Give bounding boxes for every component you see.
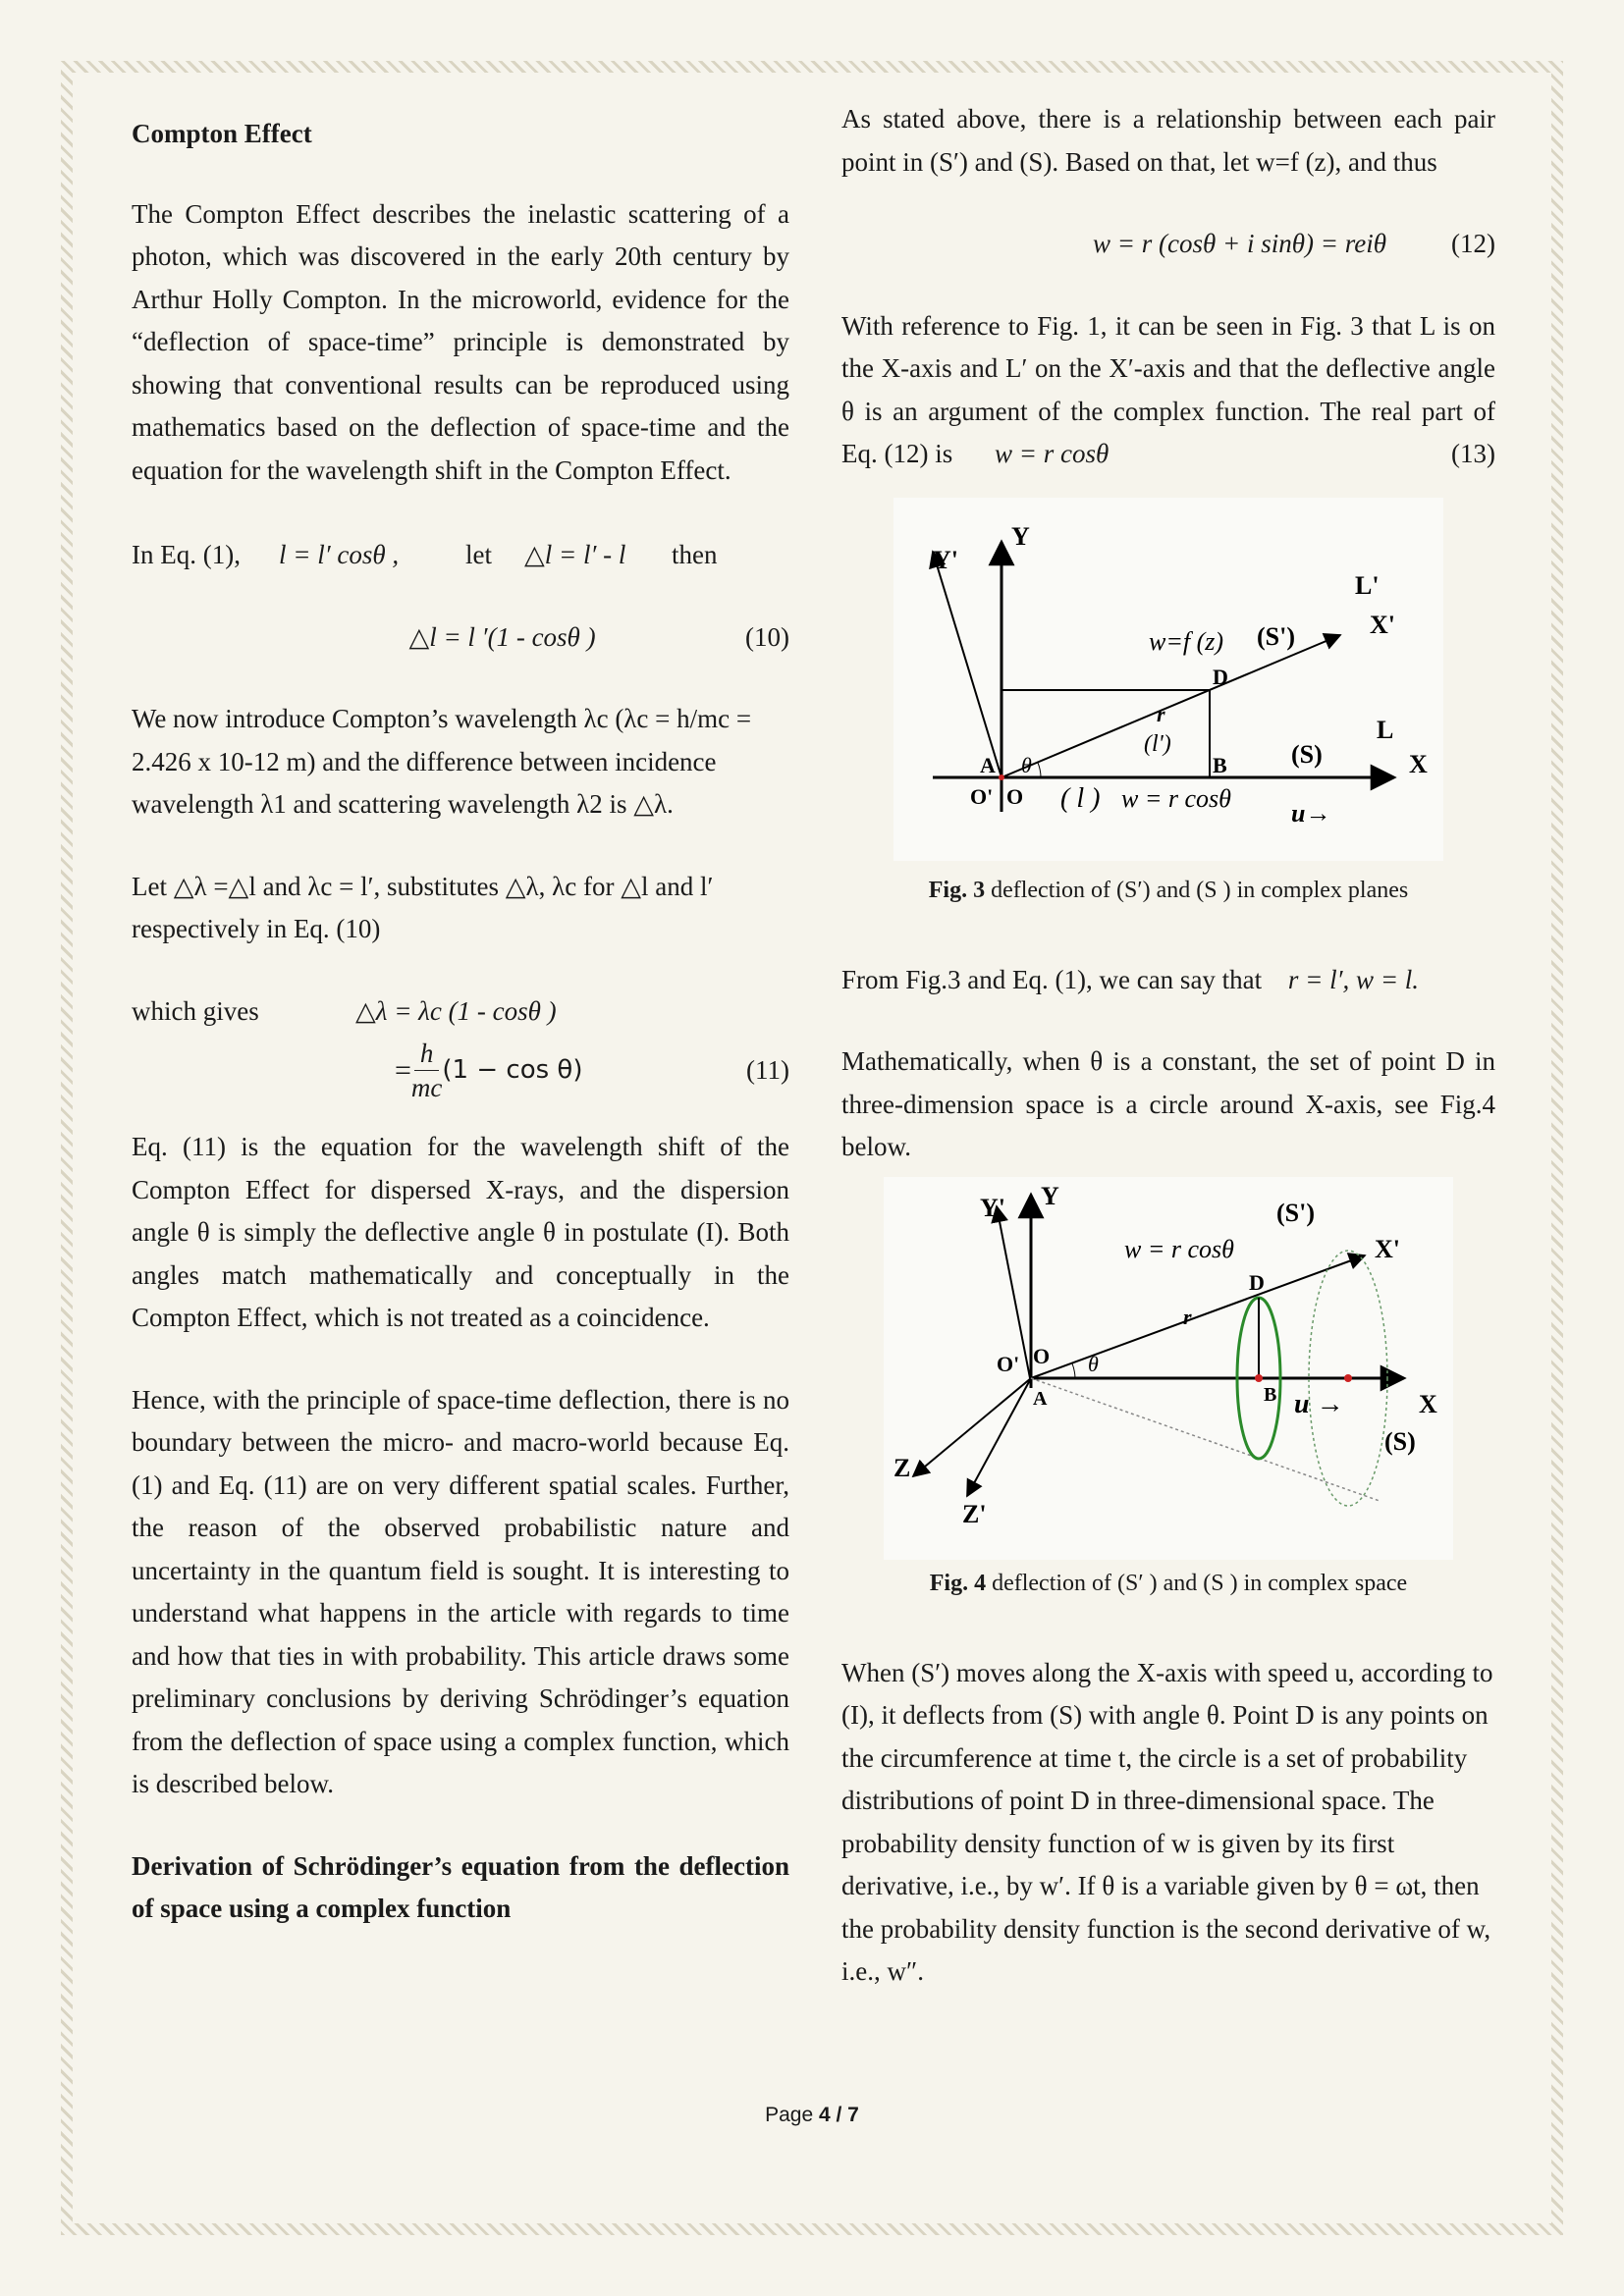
page-number-label: Page xyxy=(765,2104,814,2126)
page-number-value: 4 / 7 xyxy=(819,2104,859,2126)
fig4-label-o: O xyxy=(1033,1343,1051,1368)
figure-4-caption-text: deflection of (S′ ) and (S ) in complex space xyxy=(992,1570,1408,1596)
fig3-label-y: Y xyxy=(1011,521,1030,551)
fig4-label-s: (S) xyxy=(1384,1426,1416,1456)
fig4-label-wrcos: w = r cosθ xyxy=(1124,1234,1234,1263)
fig3-label-wrcos: w = r cosθ xyxy=(1121,783,1231,813)
fig4-label-yprime: Y' xyxy=(980,1193,1005,1222)
fig4-zprime-axis xyxy=(967,1378,1031,1496)
fig3-label-o: O xyxy=(1006,783,1024,809)
figure-4-caption xyxy=(841,1568,1495,1599)
fig4-point-b xyxy=(1255,1374,1263,1382)
fig3-label-x: X xyxy=(1409,749,1428,778)
fig4-z-axis xyxy=(913,1378,1031,1476)
eq11-number: (11) xyxy=(746,1054,789,1085)
paragraph-hence: Hence, with the principle of space-time deflection, there is no boundary between the micro- and macro-world because Eq. (1) and Eq. (11) are on very different spatial scales. Further, the reason of the observed probabilistic nature and uncertainty in the quantum field is sought. It is interesting to understand what happens in the article with regards to time and how that ties in with probability. This article draws some preliminary conclusions by deriving Schrödinger’s equation from the deflection of space using a complex function, which is described below. xyxy=(132,1384,789,1798)
paragraph-from-fig3-formula: r = l′, w = l. xyxy=(1287,964,1420,994)
figure-3-caption xyxy=(841,875,1495,906)
eq11-formula-a: △λ = λc (1 - cosθ ) xyxy=(355,995,557,1026)
fig3-label-wfz: w=f (z) xyxy=(1149,626,1224,656)
eq11-formula-b: = $\frac{h}{mc}$ (1 − cos θ) xyxy=(395,1039,583,1102)
fig4-point-outer xyxy=(1344,1374,1352,1382)
fig4-label-xprime: X' xyxy=(1375,1234,1400,1263)
fig4-label-x: X xyxy=(1419,1389,1437,1418)
fig3-label-u: u→ xyxy=(1291,798,1331,828)
fig3-yprime-axis xyxy=(933,552,1001,777)
fig4-label-b: B xyxy=(1264,1383,1277,1406)
section-heading-derivation: Derivation of Schrödinger’s equation from the deflection of space using a complex function xyxy=(132,1850,789,1923)
paragraph-let: Let △λ =△l and λc = l′, substitutes △λ, λc for △l and l′ respectively in Eq. (10) xyxy=(132,871,714,943)
fig3-label-d: D xyxy=(1213,664,1228,689)
eq1-text-then: then xyxy=(672,540,718,569)
paragraph-intro: The Compton Effect describes the inelastic scattering of a photon, which was discovered in the early 20th century by Arthur Holly Compton. In the microworld, evidence for the “deflection of space-time” principle is demonstrated by showing that conventional results can be reproduced using mathematics based on the deflection of space-time and the equation for the wavelength shift in the Compton Effect. xyxy=(132,198,789,485)
fig3-label-lprime-segment: (l') xyxy=(1144,730,1171,757)
fig4-angle-arc xyxy=(1072,1363,1075,1378)
fig3-label-l: L xyxy=(1377,715,1394,744)
fig4-label-z: Z xyxy=(893,1453,911,1482)
eq1-formula: l = l′ cosθ , xyxy=(279,540,400,569)
fig3-angle-arc xyxy=(1038,763,1041,777)
fig3-label-oprime: O' xyxy=(970,783,994,809)
fig4-label-oprime: O' xyxy=(997,1351,1020,1376)
fig3-label-lprime: L' xyxy=(1355,570,1380,600)
figure-3-caption-text: deflection of (S′) and (S ) in complex planes xyxy=(991,877,1409,903)
page-number xyxy=(0,2104,1624,2127)
eq10-number: (10) xyxy=(745,621,789,652)
paragraph-from-fig3-text: From Fig.3 and Eq. (1), we can say that xyxy=(841,964,1263,994)
eq1-delta: △l = l′ - l xyxy=(524,540,626,569)
fig3-label-theta: θ xyxy=(1021,752,1032,777)
left-column xyxy=(132,108,789,1931)
figure-3-diagram xyxy=(893,498,1443,861)
eq11-fraction xyxy=(411,1037,442,1104)
section-heading-compton: Compton Effect xyxy=(132,119,312,148)
paragraph-fig1-ref xyxy=(841,305,1495,476)
fig4-label-u: u → xyxy=(1294,1388,1344,1419)
fig4-xprime-axis xyxy=(1031,1255,1365,1378)
eq12-formula: w = r (cosθ + i sinθ) = reiθ xyxy=(1093,229,1386,258)
right-column xyxy=(841,98,1495,1994)
eq11-line-b xyxy=(132,1037,789,1104)
fig3-label-b: B xyxy=(1213,752,1227,777)
figure-4-diagram xyxy=(884,1177,1453,1560)
fig3-label-s: (S) xyxy=(1291,739,1323,769)
fig4-label-zprime: Z' xyxy=(962,1499,987,1528)
eq1-text-let: let xyxy=(465,540,492,569)
paragraph-mathematically: Mathematically, when θ is a constant, the set of point D in three-dimension space is a circle around X-axis, see Fig.4 below. xyxy=(841,1046,1495,1161)
paragraph-fig1-ref-text: With reference to Fig. 1, it can be seen in Fig. 3 that L is on the X-axis and L′ on the X′-axis and that the deflective angle θ is an argument of the complex function. The real part of Eq. (12) is xyxy=(841,310,1495,468)
paragraph-relationship: As stated above, there is a relationship between each pair point in (S′) and (S). Based on that, let w=f (z), and thus xyxy=(841,104,1495,177)
fig3-label-l-segment: ( l ) xyxy=(1060,782,1101,814)
eq13-number: (13) xyxy=(1451,439,1495,468)
fig4-label-sprime: (S') xyxy=(1276,1198,1315,1227)
eq11-line-a xyxy=(132,990,789,1034)
eq13-formula: w = r cosθ xyxy=(994,439,1110,468)
eq10-formula: △l = l ′(1 - cosθ ) xyxy=(408,621,596,652)
fig4-label-theta: θ xyxy=(1088,1351,1099,1376)
paragraph-when-s-moves: When (S′) moves along the X-axis with speed u, according to (I), it deflects from (S) with angle θ. Point D is any points on the circumference at time t, the circle is a set of probability distributions of point D in three-dimensional space. The probability density function of w is given by its first derivative, i.e., by w′. If θ is a variable given by θ = ωt, then the probability density function is the second derivative of w, i.e., w″. xyxy=(841,1657,1493,1986)
eq10-line xyxy=(132,616,789,660)
fig4-label-d: D xyxy=(1249,1269,1265,1295)
eq1-line xyxy=(132,534,789,577)
eq11-fraction-rest: (1 − cos θ) xyxy=(442,1054,583,1085)
eq11-fraction-numerator: h xyxy=(414,1037,440,1071)
figure-4-caption-label: Fig. 4 xyxy=(929,1570,987,1596)
eq12-number: (12) xyxy=(1451,229,1495,258)
figure-3-caption-label: Fig. 3 xyxy=(928,877,986,903)
which-gives-text: which gives xyxy=(132,995,259,1026)
eq11-fraction-denominator: mc xyxy=(410,1073,443,1102)
eq1-text-a: In Eq. (1), xyxy=(132,540,241,569)
paragraph-compton-wavelength: We now introduce Compton’s wavelength λc (λc = h/mc = 2.426 x 10-12 m) and the difference between incidence wavelength λ1 and scattering wavelength λ2 is △λ. xyxy=(132,704,752,819)
paragraph-eq11: Eq. (11) is the equation for the wavelength shift of the Compton Effect for dispersed X-rays, and the dispersion angle θ is simply the deflective angle θ in postulate (I). Both angles match mathematically and conceptually in the Compton Effect, which is not treated as a coincidence. xyxy=(132,1132,789,1332)
fig3-label-xprime: X' xyxy=(1370,610,1395,639)
fig3-label-yprime: Y' xyxy=(933,545,958,574)
fig3-origin-point xyxy=(999,774,1004,780)
fig4-label-a: A xyxy=(1033,1387,1048,1410)
fig4-label-y: Y xyxy=(1041,1181,1059,1210)
fig3-label-r: r xyxy=(1157,701,1165,726)
paragraph-from-fig3 xyxy=(841,959,1495,1002)
fig3-label-sprime: (S') xyxy=(1257,621,1295,651)
fig4-label-r: r xyxy=(1183,1304,1192,1329)
fig3-label-a: A xyxy=(980,752,996,777)
eq12-line xyxy=(841,223,1495,266)
